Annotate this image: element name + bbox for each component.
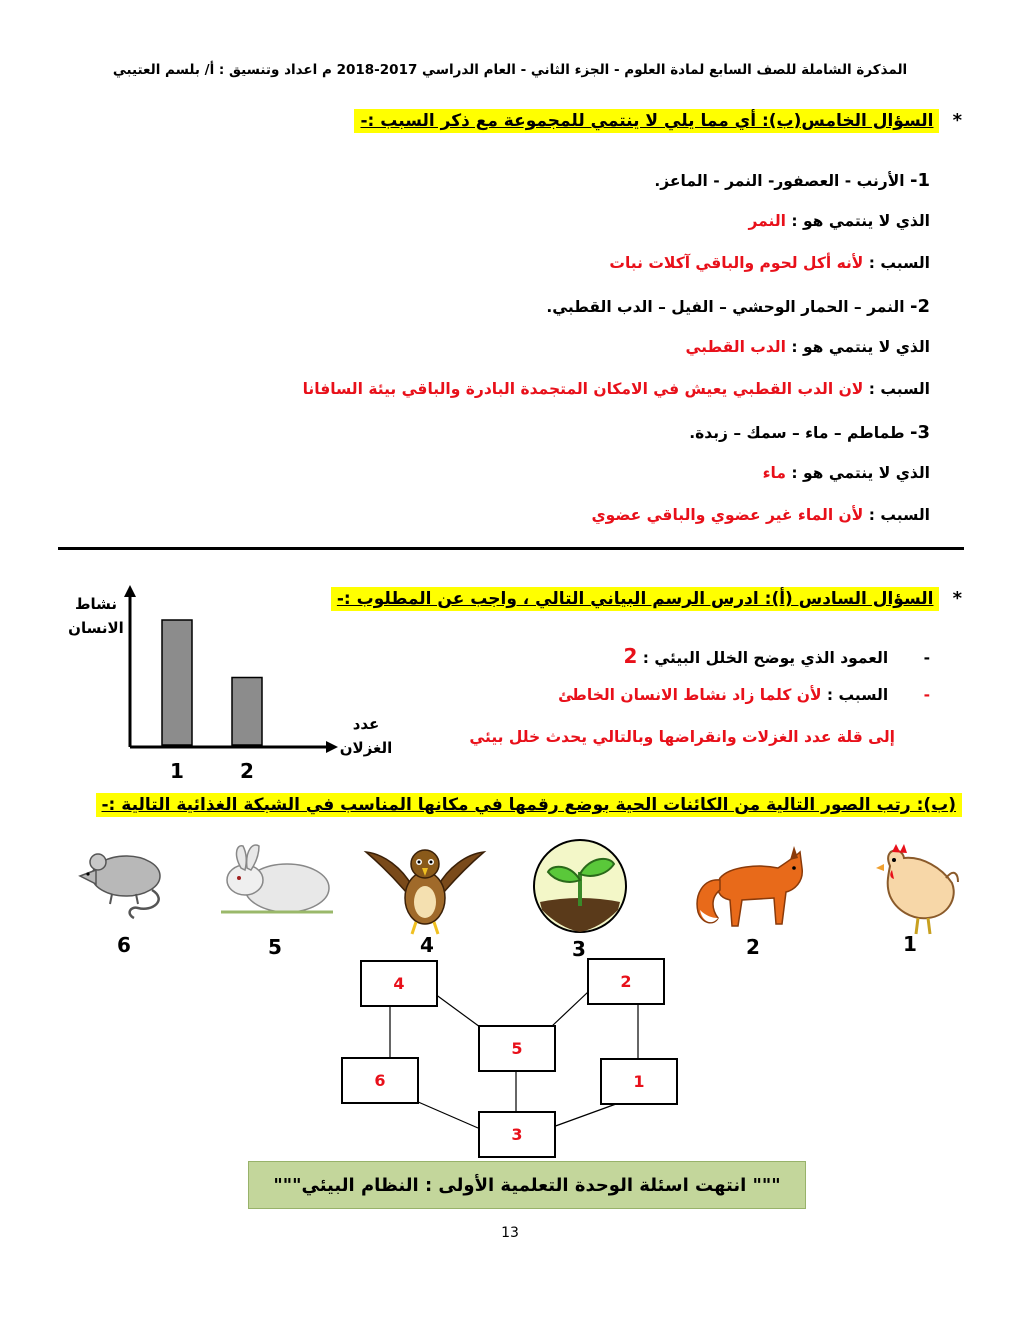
web-box-middle: 5 <box>478 1025 556 1072</box>
organism-number: 5 <box>268 935 282 959</box>
y-label-line1: نشاط <box>74 595 118 613</box>
q5-heading <box>354 110 962 131</box>
q5-item-2-odd: الذي لا ينتمي هو : الدب القطبي <box>685 338 930 356</box>
organism-number: 1 <box>903 932 917 956</box>
rabbit-icon <box>215 840 335 920</box>
mouse-icon <box>72 846 182 922</box>
qb-title: (ب): رتب الصور التالية من الكائنات الحية بوضع رقمها في مكانها المناسب في الشبكة الغذائية التالية :- <box>96 793 963 817</box>
q5-item-2-reason: السبب : لان الدب القطبي يعيش في الامكان المتجمدة البادرة والباقي بيئة السافانا <box>302 380 930 398</box>
x-tick-label: 1 <box>170 759 184 783</box>
organism-number: 4 <box>420 933 434 957</box>
bullet-star-icon: * <box>952 110 962 131</box>
unit-end-banner: """ انتهت اسئلة الوحدة التعلمية الأولى : النظام البيئي""" <box>248 1161 806 1209</box>
bar-2 <box>232 678 262 746</box>
bullet-star-icon: * <box>952 588 962 609</box>
qb-heading <box>96 795 963 815</box>
organism-number: 6 <box>117 933 131 957</box>
organism-number: 3 <box>572 937 586 961</box>
page-number: 13 <box>501 1225 519 1241</box>
bar-chart <box>60 585 410 795</box>
eagle-icon <box>360 838 490 938</box>
q5-item-1-group: 1- الأرنب - العصفور- النمر - الماعز. <box>654 170 930 191</box>
q5-title: السؤال الخامس(ب): أي مما يلي لا ينتمي للمجموعة مع ذكر السبب :- <box>354 109 939 133</box>
chicken-icon <box>862 838 962 938</box>
web-box-mid-right: 1 <box>600 1058 678 1105</box>
plant-icon <box>530 836 630 936</box>
q5-item-2-group: 2- النمر – الحمار الوحشي – الفيل – الدب القطبي. <box>546 296 930 317</box>
fox-icon <box>690 838 810 938</box>
q5-item-1-odd: الذي لا ينتمي هو : النمر <box>748 212 930 230</box>
x-label-line1: عدد <box>352 715 380 733</box>
q6-heading <box>331 588 962 609</box>
page-header: المذكرة الشاملة للصف السابع لمادة العلوم - الجزء الثاني - العام الدراسي 2017-2018 م اعداد وتنسيق : أ/ بلسم العتيبي <box>112 62 908 78</box>
web-box-top-left: 4 <box>360 960 438 1007</box>
q5-item-3-group: 3- طماطم – ماء – سمك – زبدة. <box>689 422 930 443</box>
x-label-line2: الغزلان <box>339 739 393 757</box>
y-label-line2: الانسان <box>68 619 124 637</box>
q5-item-3-reason: السبب : لأن الماء غير عضوي والباقي عضوي <box>591 506 930 524</box>
q6-reason-continued: إلى قلة عدد الغزلات وانقراضها وبالتالي يحدث خلل بيئي <box>469 728 895 746</box>
q5-item-3-odd: الذي لا ينتمي هو : ماء <box>762 464 930 482</box>
bar-1 <box>162 620 192 745</box>
y-axis-arrow-icon <box>124 585 136 597</box>
q6-reason: - السبب : لأن كلما زاد نشاط الانسان الخاطئ <box>558 686 930 704</box>
web-box-top-right: 2 <box>587 958 665 1005</box>
web-box-mid-left: 6 <box>341 1057 419 1104</box>
x-tick-label: 2 <box>240 759 254 783</box>
section-divider <box>58 547 964 550</box>
web-box-bottom: 3 <box>478 1111 556 1158</box>
q6-column-answer: - العمود الذي يوضح الخلل البيئي : 2 <box>623 644 930 668</box>
organism-number: 2 <box>746 935 760 959</box>
q6-title: السؤال السادس (أ): ادرس الرسم البياني التالي ، واجب عن المطلوب :- <box>331 587 940 611</box>
q5-item-1-reason: السبب : لأنه أكل لحوم والباقي آكلات نبات <box>609 254 930 272</box>
x-axis-arrow-icon <box>326 741 338 753</box>
